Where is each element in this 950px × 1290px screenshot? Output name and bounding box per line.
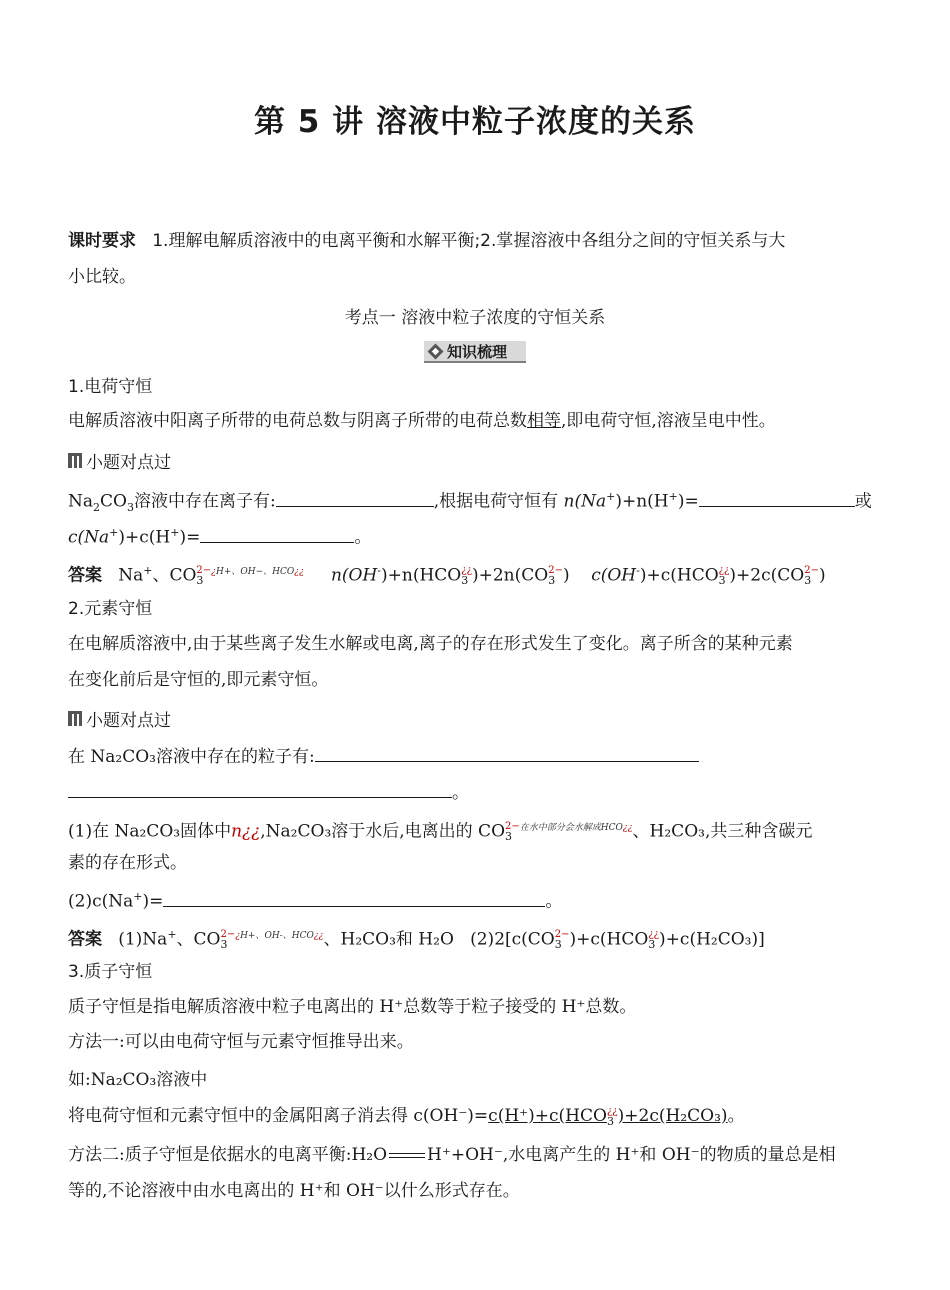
practice-label: 小题对点过: [86, 711, 171, 731]
heading-proton: 3.质子守恒: [68, 962, 153, 982]
q2-part-1-cont: 素的存在形式。: [68, 853, 187, 873]
answer-blank[interactable]: [68, 779, 452, 798]
proton-text-5: 方法二:质子守恒是依据水的电离平衡:H₂O H⁺+OH⁻,水电离产生的 H⁺和 OH⁻的物质的量总是相: [68, 1145, 836, 1165]
q2-part-2: (2)c(Na+)= 。: [68, 884, 884, 915]
requirements-label: 课时要求: [68, 231, 136, 251]
proton-text-1: 质子守恒是指电解质溶液中粒子电离出的 H⁺总数等于粒子接受的 H⁺总数。: [68, 997, 637, 1017]
answer-blank[interactable]: [276, 488, 434, 507]
badge-label: 知识梳理: [447, 342, 508, 361]
diamond-icon: [428, 343, 444, 359]
practice-icon: [68, 453, 82, 468]
requirements-line-1: [68, 228, 884, 254]
section-title: 考点一 溶液中粒子浓度的守恒关系: [344, 308, 606, 328]
equilibrium-arrow-icon: [389, 1152, 425, 1160]
practice-heading-1: [68, 448, 171, 473]
page-title: 第 5 讲 溶液中粒子浓度的关系: [254, 104, 696, 140]
charge-text: [68, 408, 884, 434]
q2-line-2: 。: [68, 779, 884, 806]
answer-label: 答案: [68, 565, 102, 586]
charge-text-a: 电解质溶液中阳离子所带的电荷总数与阴离子所带的电荷总数: [68, 411, 527, 431]
answer-blank[interactable]: [315, 743, 699, 762]
proton-text-6: 等的,不论溶液中由水电离出的 H⁺和 OH⁻以什么形式存在。: [68, 1181, 520, 1201]
charge-underlined: 相等: [527, 411, 561, 431]
requirements-text-1: 1.理解电解质溶液中的电离平衡和水解平衡;2.掌握溶液中各组分之间的守恒关系与大: [152, 231, 786, 251]
practice-heading-2: [68, 706, 171, 731]
knowledge-badge: [424, 341, 526, 363]
element-text-2: 在变化前后是守恒的,即元素守恒。: [68, 670, 329, 690]
q2-line-1: 在 Na₂CO₃溶液中存在的粒子有:: [68, 743, 884, 770]
answer-blank[interactable]: [163, 888, 545, 907]
requirements-text-2: 小比较。: [68, 267, 136, 287]
proton-text-2: 方法一:可以由电荷守恒与元素守恒推导出来。: [68, 1032, 414, 1052]
q1-line-1: $Na_2CO_3$溶液中存在离子有: ,根据电荷守恒有 n(Na+)+n(H+)= 或: [68, 484, 884, 521]
answer-label: 答案: [68, 929, 102, 950]
q1-line-2: c(Na+)+c(H+)= 。: [68, 520, 884, 551]
answer-2: 答案 (1)Na+、CO 2− 3 $^{¿H+、OH-、HCO¿¿}$、H₂CO₃和 H₂O (2)2[c(CO 2− 3 )+c(HCO ¿¿ 3 )+c(H₂CO₃)]: [68, 928, 765, 952]
answer-blank[interactable]: [699, 488, 855, 507]
charge-text-b: ,即电荷守恒,溶液呈电中性。: [561, 411, 776, 431]
practice-label: 小题对点过: [86, 453, 171, 473]
element-text-1: 在电解质溶液中,由于某些离子发生水解或电离,离子的存在形式发生了变化。离子所含的某种元素: [68, 634, 793, 654]
q2-part-1: (1)在 Na₂CO₃固体中n¿¿,Na₂CO₃溶于水后,电离出的 CO 2− 3 $^{在水中部分会水解成HCO¿¿}$、H₂CO₃,共三种含碳元: [68, 821, 813, 844]
heading-element: 2.元素守恒: [68, 599, 153, 619]
heading-charge: 1.电荷守恒: [68, 377, 153, 397]
practice-icon: [68, 711, 82, 726]
answer-1: 答案 Na+、CO 2− 3 $^{¿H+、OH-、HCO¿¿}$ n(OH-)+n(HCO ¿¿ 3 )+2n(CO 2− 3 ) c(OH-)+c(HCO ¿¿ 3 )+2c(CO 2− 3 ): [68, 564, 826, 588]
proton-text-3: 如:Na₂CO₃溶液中: [68, 1070, 208, 1090]
answer-blank[interactable]: [200, 524, 354, 543]
proton-text-4: 将电荷守恒和元素守恒中的金属阳离子消去得 c(OH⁻)=c(H⁺)+c(HCO ¿¿ 3 )+2c(H₂CO₃)。: [68, 1105, 745, 1128]
